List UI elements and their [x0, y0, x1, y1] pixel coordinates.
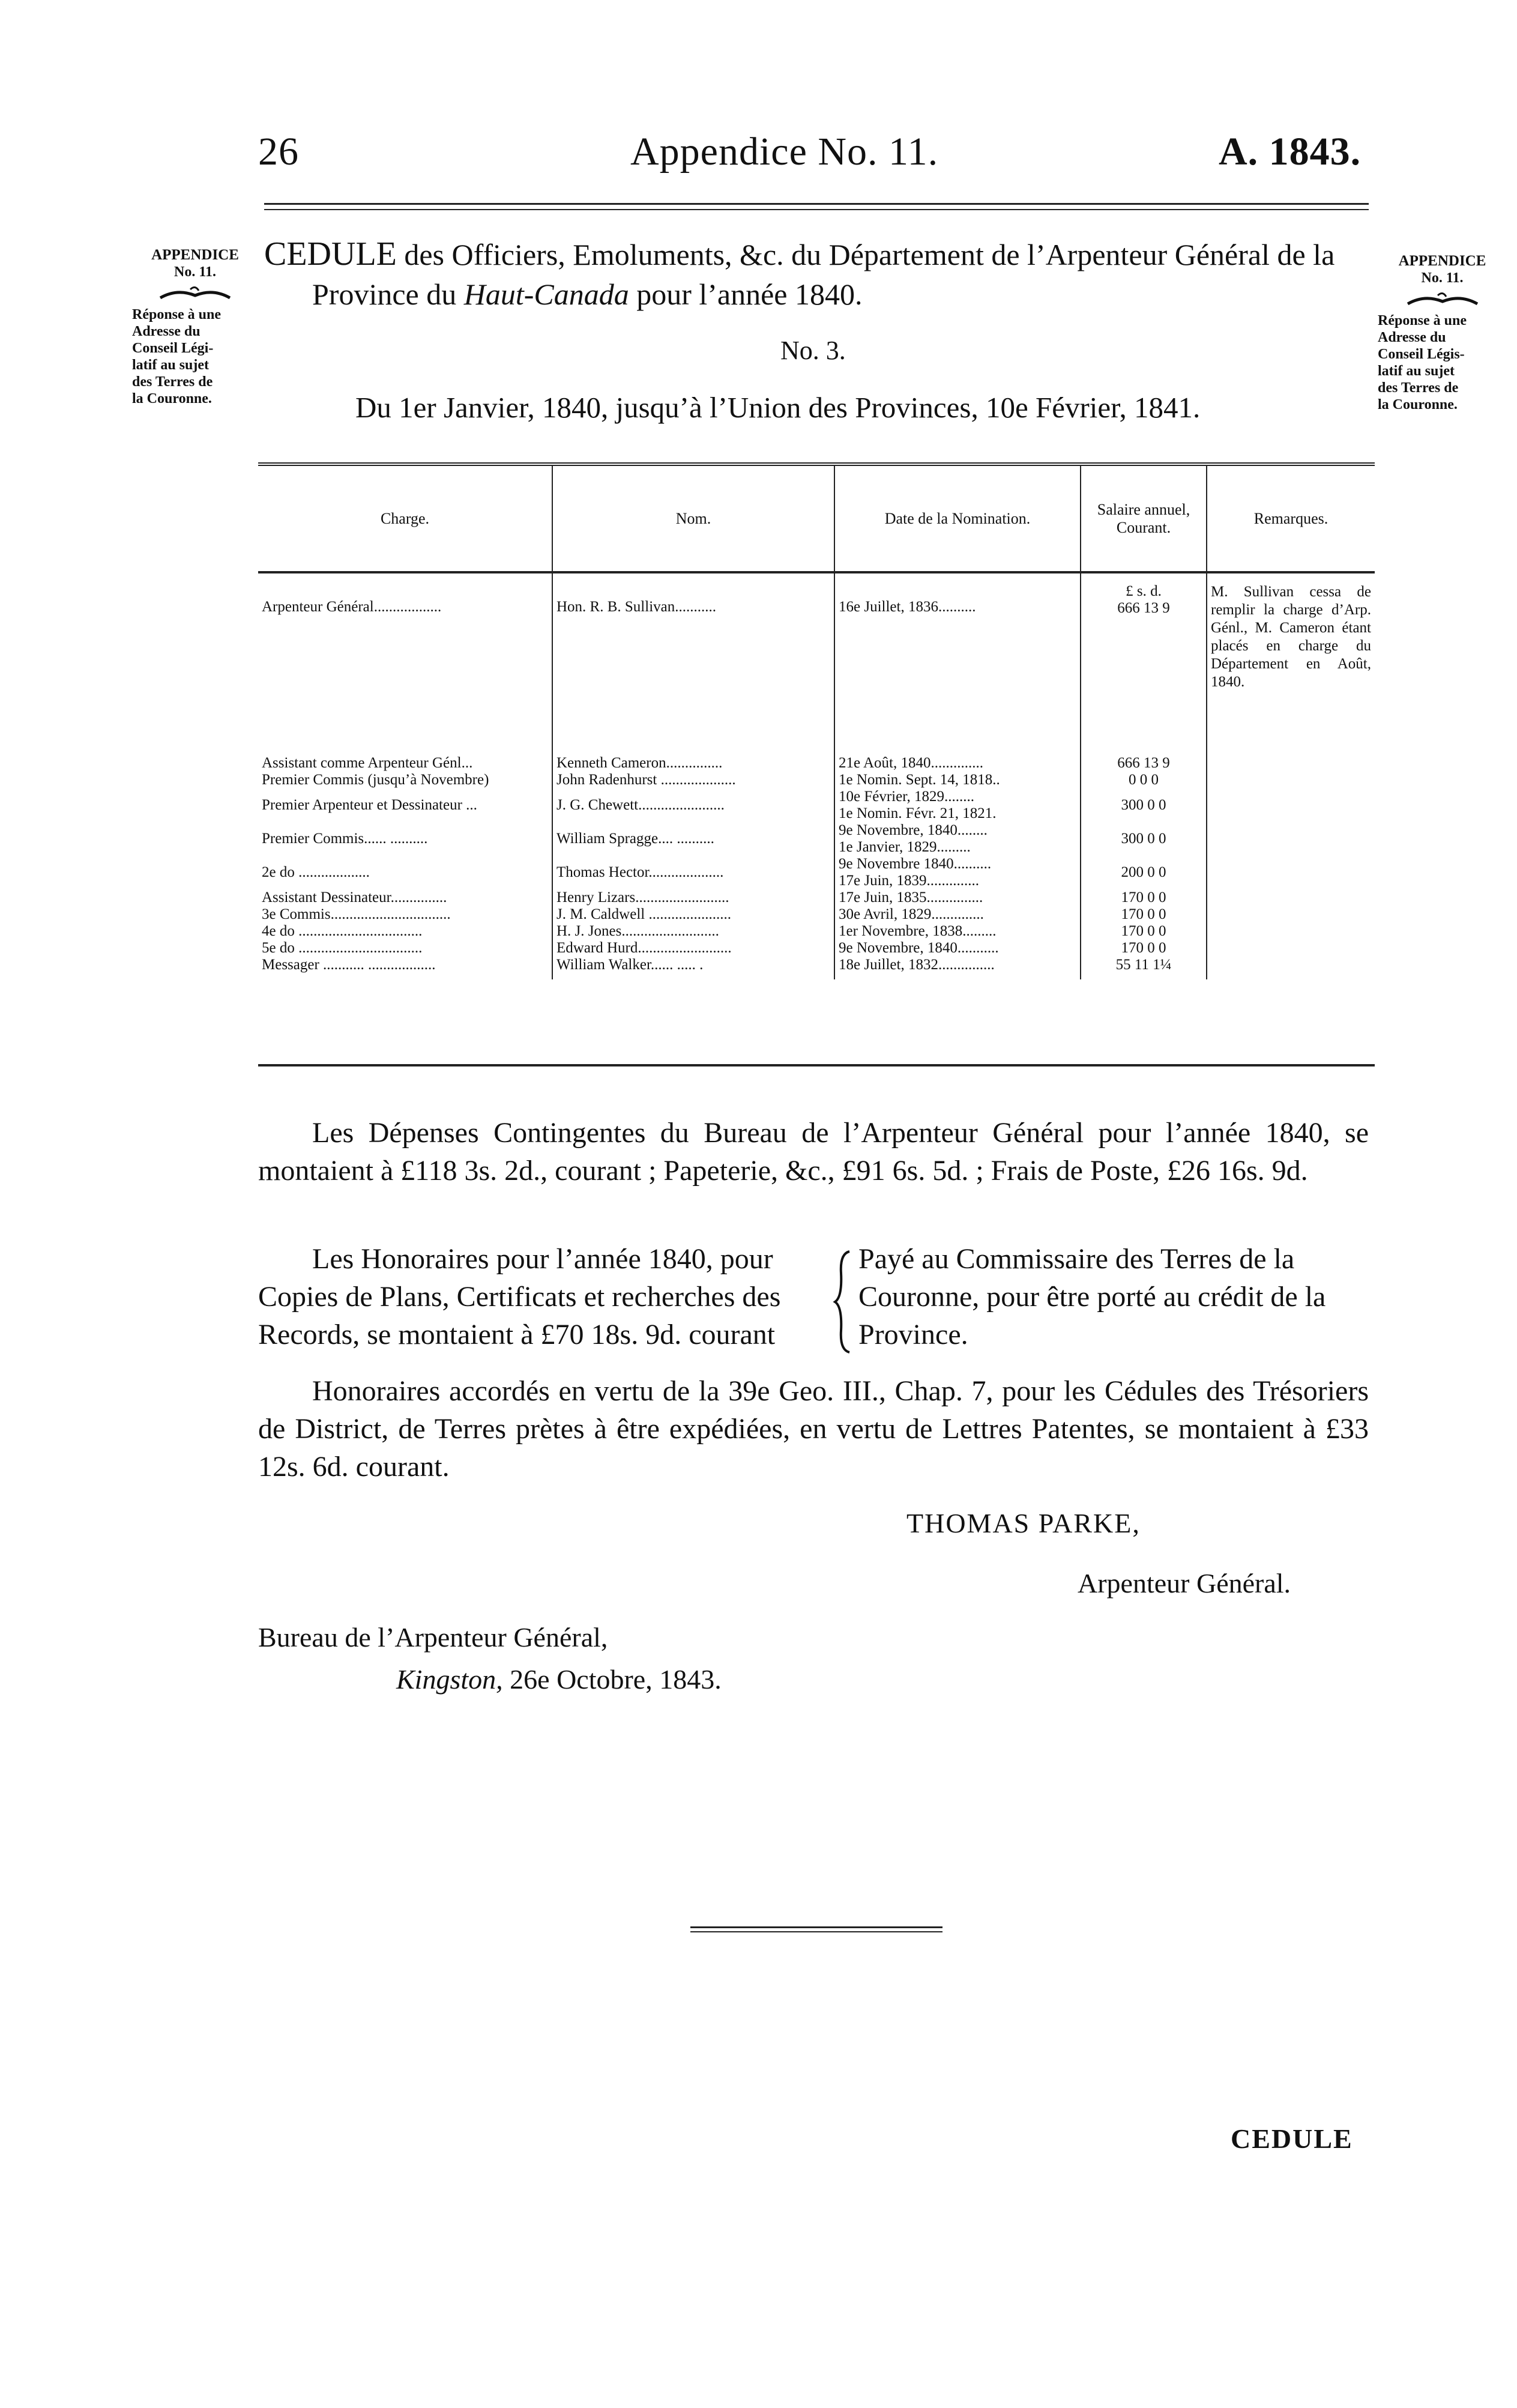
paragraph-fees-right — [858, 1240, 1369, 1354]
schedule-number: No. 3. — [780, 336, 846, 365]
side-note-line: latif au sujet — [1378, 363, 1455, 379]
cell-salaire: 170 0 0 — [1081, 923, 1207, 940]
cell-remarques — [1207, 822, 1375, 856]
catchword: CEDULE — [1231, 2123, 1353, 2154]
cell-charge: Premier Commis...... .......... — [258, 822, 552, 856]
appendix-title: Appendice No. 11. — [630, 130, 939, 174]
cell-date — [834, 856, 1081, 889]
cell-salaire: 0 0 0 — [1081, 772, 1207, 788]
currency-header: £ s. d. — [1126, 583, 1162, 599]
table-bottom-rule — [258, 1064, 1375, 1066]
spacer-cell — [258, 617, 552, 755]
cell-charge: 3e Commis................................ — [258, 906, 552, 923]
schedule-period: Du 1er Janvier, 1840, jusqu’à l’Union des Provinces, 10e Février, 1841. — [355, 391, 1201, 424]
cell-charge: 4e do ................................. — [258, 923, 552, 940]
cell-date: 1er Novembre, 1838......... — [834, 923, 1081, 940]
table-row — [258, 572, 1375, 617]
table-row — [258, 856, 1375, 889]
paragraph-district-fees: Honoraires accordés en vertu de la 39e Geo. III., Chap. 7, pour les Cédules des Trésoriers de District, de Terres prètes à être expédiées, en vertu de Lettres Patentes, se montaient à £33 12s. 6d. courant. — [258, 1375, 1369, 1483]
table-row — [258, 957, 1375, 979]
signatory-title: Arpenteur Général. — [1078, 1568, 1291, 1599]
cell-salaire: 200 0 0 — [1081, 856, 1207, 889]
cell-nom: J. G. Chewett....................... — [552, 788, 834, 822]
table-row — [258, 788, 1375, 822]
ornament-icon — [159, 285, 231, 300]
cell-nom: William Spragge.... .......... — [552, 822, 834, 856]
cell-charge: Assistant Dessinateur............... — [258, 889, 552, 906]
title-province: Haut-Canada — [463, 277, 629, 311]
side-note-line: Réponse à une — [1378, 313, 1467, 328]
title-cedule: CEDULE — [264, 235, 397, 273]
signatory-name: THOMAS PARKE, — [906, 1508, 1141, 1538]
cell-nom: Kenneth Cameron............... — [552, 755, 834, 772]
side-note-line: latif au sujet — [132, 357, 209, 373]
cell-date: 9e Novembre, 1840........... — [834, 940, 1081, 957]
cell-date — [834, 788, 1081, 822]
side-appendix-label: APPENDICE — [1398, 253, 1486, 269]
side-note-line: des Terres de — [1378, 380, 1459, 396]
fees-line: Payé au Commissaire des Terres de la — [858, 1243, 1295, 1275]
side-note-line: Réponse à une — [132, 307, 222, 322]
document-title — [264, 234, 1369, 314]
table-row — [258, 906, 1375, 923]
cell-salaire — [1081, 572, 1207, 617]
cell-charge: Messager ........... .................. — [258, 957, 552, 979]
fees-line: Province. — [858, 1319, 968, 1351]
fees-line: Copies de Plans, Certificats et recherches des — [258, 1281, 781, 1313]
side-note-line: Adresse du — [132, 324, 201, 339]
cell-nom: Henry Lizars......................... — [552, 889, 834, 906]
side-note-line: la Couronne. — [132, 391, 212, 407]
side-note-line: des Terres de — [132, 374, 213, 390]
side-note-line: la Couronne. — [1378, 397, 1458, 413]
cell-nom: Edward Hurd......................... — [552, 940, 834, 957]
cell-date: 17e Juin, 1835............... — [834, 889, 1081, 906]
side-appendix-number: No. 11. — [1421, 270, 1464, 286]
cell-salaire: 666 13 9 — [1081, 755, 1207, 772]
cell-date: 18e Juillet, 1832............... — [834, 957, 1081, 979]
cell-date: 21e Août, 1840.............. — [834, 755, 1081, 772]
cell-salaire: 300 0 0 — [1081, 788, 1207, 822]
cell-salaire: 300 0 0 — [1081, 822, 1207, 856]
fees-line: Records, se montaient à £70 18s. 9d. courant — [258, 1319, 776, 1351]
table-header-row — [258, 464, 1375, 572]
cell-nom: Thomas Hector.................... — [552, 856, 834, 889]
table-row — [258, 940, 1375, 957]
side-note-left — [132, 246, 258, 407]
office-date — [396, 1663, 722, 1695]
cell-charge: Assistant comme Arpenteur Génl... — [258, 755, 552, 772]
cell-remarques — [1207, 940, 1375, 957]
cell-date: 16e Juillet, 1836.......... — [834, 572, 1081, 617]
cell-charge: 2e do ................... — [258, 856, 552, 889]
date-line: 9e Novembre, 1840........ — [839, 822, 988, 838]
title-line1: des Officiers, Emoluments, &c. du Département de l’Arpenteur Général de la — [404, 238, 1335, 271]
office-place: Kingston, — [396, 1664, 503, 1695]
office-date-text: 26e Octobre, 1843. — [510, 1664, 722, 1695]
officers-table — [258, 462, 1375, 979]
header-charge: Charge. — [258, 464, 552, 572]
cell-date — [834, 822, 1081, 856]
header-salaire: Salaire annuel, Courant. — [1081, 464, 1207, 572]
side-appendix-label: APPENDICE — [151, 247, 239, 263]
table-row — [258, 822, 1375, 856]
header-rule — [264, 203, 1369, 205]
date-line: 1e Janvier, 1829......... — [839, 839, 971, 855]
cell-date: 1e Nomin. Sept. 14, 1818.. — [834, 772, 1081, 788]
office-line: Bureau de l’Arpenteur Général, — [258, 1622, 608, 1653]
cell-salaire: 55 11 1¼ — [1081, 957, 1207, 979]
spacer-cell — [1081, 617, 1207, 755]
fees-line: Les Honoraires pour l’année 1840, pour — [312, 1243, 773, 1275]
spacer-cell — [552, 617, 834, 755]
table-row — [258, 889, 1375, 906]
date-line: 1e Nomin. Févr. 21, 1821. — [839, 805, 997, 821]
side-note-line: Conseil Légi- — [132, 340, 214, 356]
cell-date: 30e Avril, 1829.............. — [834, 906, 1081, 923]
cell-nom: Hon. R. B. Sullivan........... — [552, 572, 834, 617]
table-row — [258, 772, 1375, 788]
cell-nom: H. J. Jones.......................... — [552, 923, 834, 940]
year: A. 1843. — [1219, 130, 1362, 174]
cell-nom: William Walker...... ..... . — [552, 957, 834, 979]
cell-salaire: 170 0 0 — [1081, 940, 1207, 957]
date-line: 9e Novembre 1840.......... — [839, 856, 992, 872]
closing-rule — [690, 1926, 942, 1928]
cell-remarques — [1207, 856, 1375, 889]
cell-remarques — [1207, 889, 1375, 906]
cell-remarques — [1207, 906, 1375, 923]
date-line: 10e Février, 1829........ — [839, 788, 975, 805]
cell-nom: John Radenhurst .................... — [552, 772, 834, 788]
spacer-cell — [834, 617, 1081, 755]
table-row — [258, 923, 1375, 940]
cell-charge: 5e do ................................. — [258, 940, 552, 957]
side-note-line: Conseil Légis- — [1378, 346, 1465, 362]
cell-remarques — [1207, 755, 1375, 772]
table-row — [258, 755, 1375, 772]
cell-salaire: 170 0 0 — [1081, 889, 1207, 906]
paragraph-contingent-expenses: Les Dépenses Contingentes du Bureau de l’Arpenteur Général pour l’année 1840, se montaient à £118 3s. 2d., courant ; Papeterie, &c., £91 6s. 5d. ; Frais de Poste, £26 16s. 9d. — [258, 1117, 1369, 1187]
header-nom: Nom. — [552, 464, 834, 572]
cell-charge: Premier Commis (jusqu’à Novembre) — [258, 772, 552, 788]
cell-charge: Premier Arpenteur et Dessinateur ... — [258, 788, 552, 822]
cell-remarques — [1207, 957, 1375, 979]
side-note-right — [1378, 252, 1507, 413]
cell-remarques — [1207, 772, 1375, 788]
cell-nom: J. M. Caldwell ...................... — [552, 906, 834, 923]
title-line2-post: pour l’année 1840. — [636, 277, 863, 311]
title-line2-pre: Province du — [312, 277, 457, 311]
ornament-icon — [1407, 291, 1479, 306]
side-note-line: Adresse du — [1378, 330, 1446, 345]
page-number: 26 — [258, 130, 299, 174]
header-rule-thin — [264, 209, 1369, 210]
cell-charge: Arpenteur Général.................. — [258, 572, 552, 617]
cell-remarques: M. Sullivan cessa de remplir la charge d’Arp. Génl., M. Cameron étant placés en charge du Département en Août, 1840. — [1211, 584, 1371, 690]
fees-line: Couronne, pour être porté au crédit de la — [858, 1281, 1326, 1313]
closing-rule-thin — [690, 1931, 942, 1932]
date-line: 17e Juin, 1839.............. — [839, 873, 980, 889]
header-remarques: Remarques. — [1253, 509, 1329, 527]
cell-remarques — [1207, 923, 1375, 940]
salary-value: 666 13 9 — [1117, 600, 1170, 616]
brace-icon — [831, 1249, 855, 1354]
paragraph-fees-left — [258, 1240, 840, 1354]
header-date: Date de la Nomination. — [834, 464, 1081, 572]
cell-remarques — [1207, 788, 1375, 822]
cell-salaire: 170 0 0 — [1081, 906, 1207, 923]
side-appendix-number: No. 11. — [173, 264, 216, 280]
